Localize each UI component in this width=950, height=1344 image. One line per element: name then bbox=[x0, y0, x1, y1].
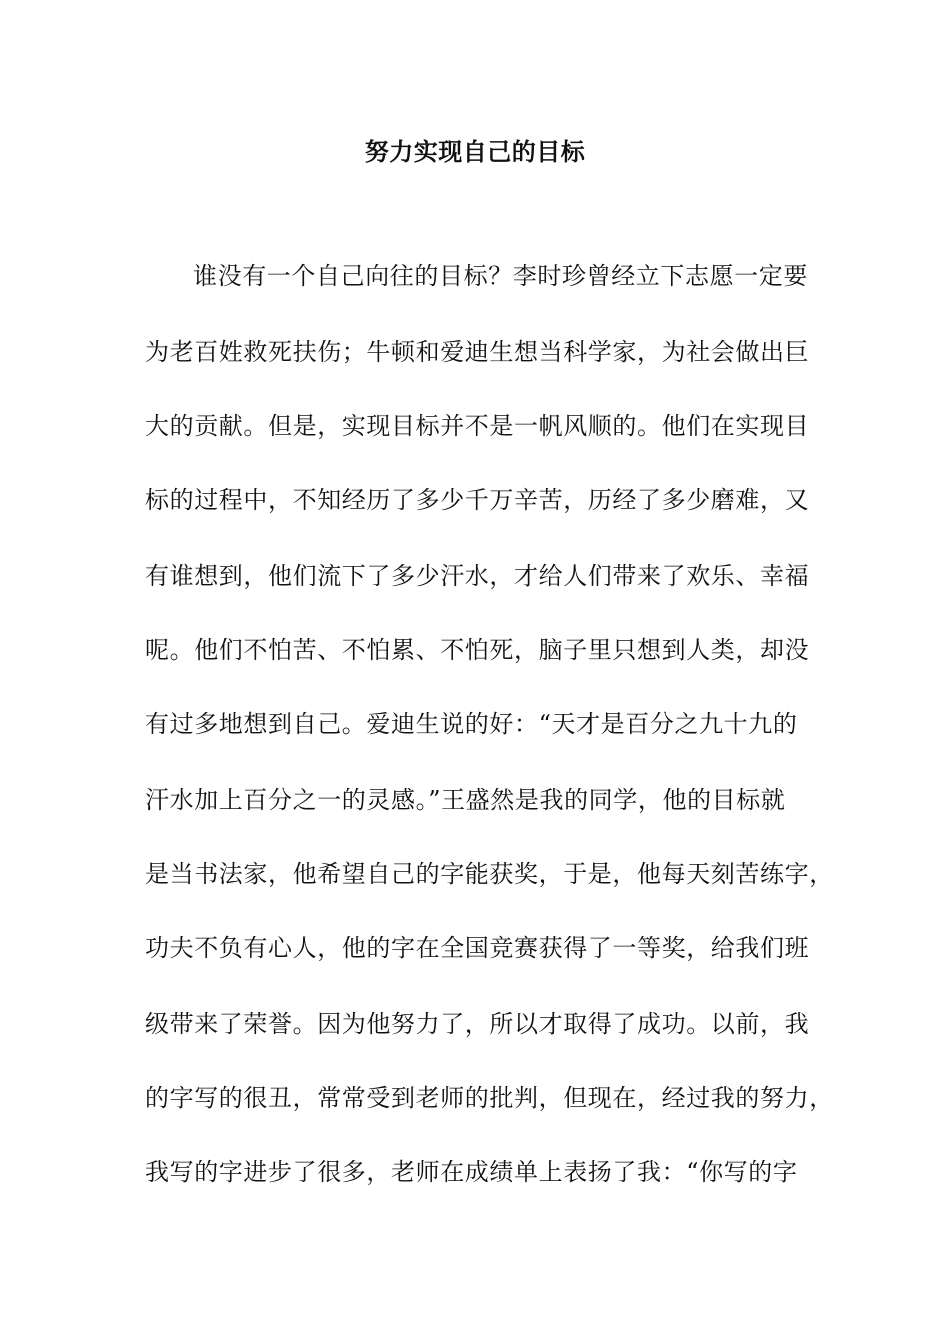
document-title: 努力实现自己的目标 bbox=[364, 137, 586, 166]
text-line: 我写的字进步了很多，老师在成绩单上表扬了我：“你写的字 bbox=[145, 1158, 798, 1186]
text-line: 汗水加上百分之一的灵感。”王盛然是我的同学，他的目标就 bbox=[145, 786, 786, 814]
text-line: 为老百姓救死扶伤；牛顿和爱迪生想当科学家，为社会做出巨 bbox=[145, 338, 810, 366]
text-line: 的字写的很丑，常常受到老师的批判，但现在，经过我的努力， bbox=[145, 1084, 834, 1112]
text-line: 标的过程中，不知经历了多少千万辛苦，历经了多少磨难，又 bbox=[145, 486, 810, 514]
text-line: 有过多地想到自己。爱迪生说的好：“天才是百分之九十九的 bbox=[145, 710, 798, 738]
text-line: 级带来了荣誉。因为他努力了，所以才取得了成功。以前，我 bbox=[145, 1010, 810, 1038]
text-line: 大的贡献。但是，实现目标并不是一帆风顺的。他们在实现目 bbox=[145, 412, 810, 440]
text-line: 功夫不负有心人，他的字在全国竞赛获得了一等奖，给我们班 bbox=[145, 934, 810, 962]
text-line: 是当书法家，他希望自己的字能获奖，于是，他每天刻苦练字， bbox=[145, 860, 834, 888]
text-line: 有谁想到，他们流下了多少汗水，才给人们带来了欢乐、幸福 bbox=[145, 562, 810, 590]
text-line: 谁没有一个自己向往的目标？李时珍曾经立下志愿一定要 bbox=[193, 262, 808, 290]
text-line: 呢。他们不怕苦、不怕累、不怕死，脑子里只想到人类，却没 bbox=[145, 636, 810, 664]
